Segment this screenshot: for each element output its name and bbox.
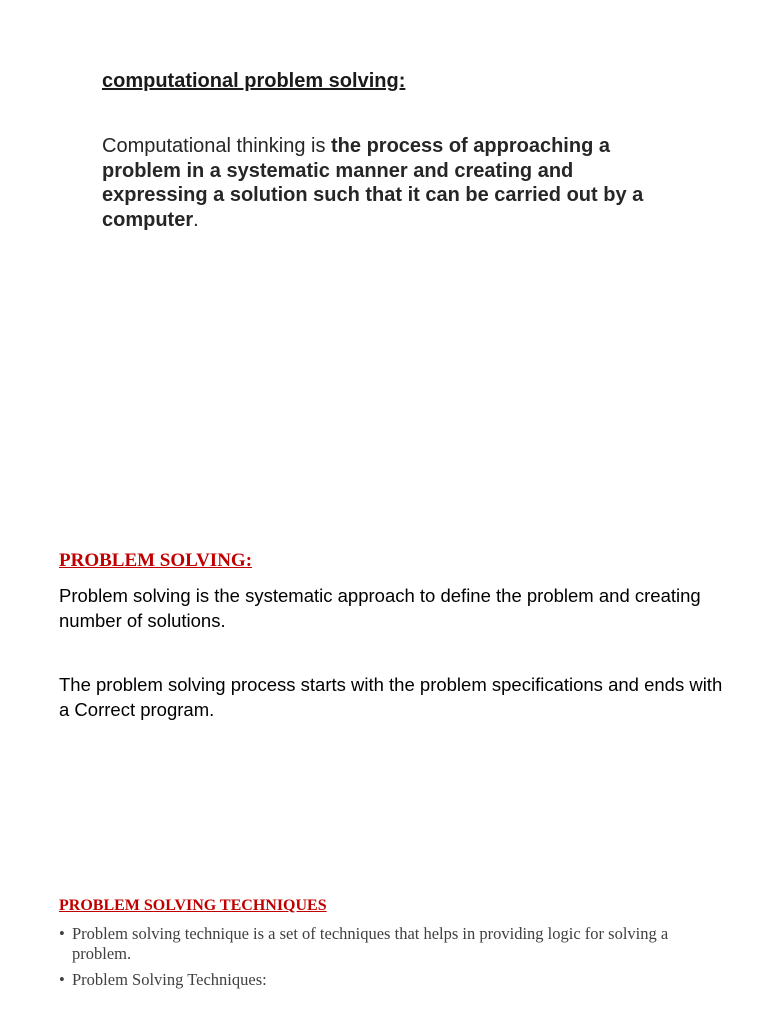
problem-solving-heading: PROBLEM SOLVING: — [59, 550, 253, 571]
list-item-text: Problem solving technique is a set of techniques that helps in providing logic for solving a problem. — [72, 924, 669, 963]
list-item-text: Problem Solving Techniques: — [72, 970, 267, 989]
computational-thinking-definition — [102, 134, 672, 232]
definition-intro-text: Computational thinking is — [102, 135, 332, 157]
problem-solving-techniques-heading: PROBLEM SOLVING TECHNIQUES — [59, 897, 327, 914]
list-item — [59, 924, 729, 963]
bullet-icon: • — [59, 924, 65, 943]
computational-problem-solving-heading: computational problem solving: — [102, 70, 406, 92]
bullet-icon: • — [59, 970, 65, 989]
problem-solving-process-paragraph: The problem solving process starts with the problem specifications and ends with a Correct program. — [59, 674, 723, 720]
definition-end-text: . — [193, 208, 199, 231]
techniques-bullet-list — [59, 924, 729, 997]
definition-bold-text: the process of approaching a problem in a systematic manner and creating and expressing a solution such that it can be carried out by a computer — [102, 135, 644, 231]
problem-solving-paragraph: Problem solving is the systematic approach to define the problem and creating number of solutions. — [59, 585, 701, 631]
list-item — [59, 970, 729, 990]
